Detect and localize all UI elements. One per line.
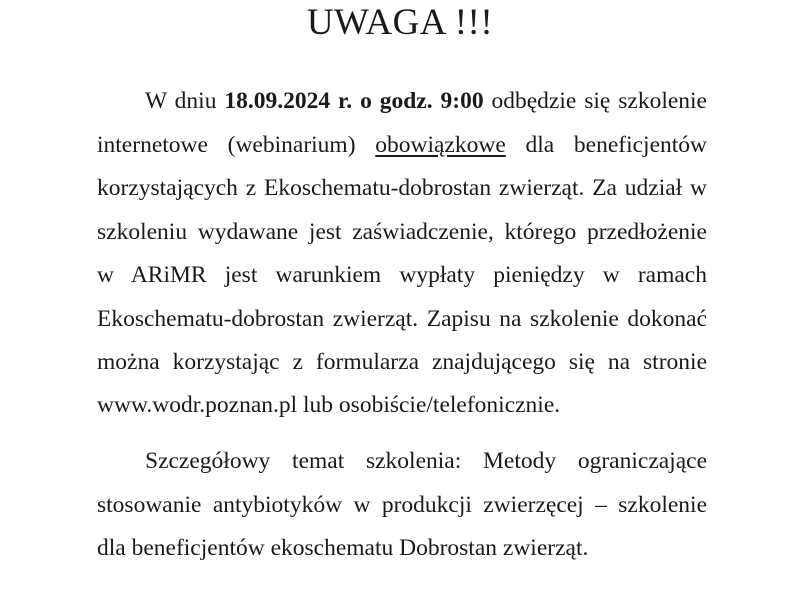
event-announcement-text: odbędzie się szkolenie [483, 88, 707, 114]
paragraph-1-line-5: w ARiMR jest warunkiem wypłaty pieniędzy w ramach [97, 262, 707, 288]
paragraph-1-line-6: Ekoschematu-dobrostan zwierząt. Zapisu na szkolenie dokonać [97, 306, 707, 332]
paragraph-1-line-4: szkoleniu wydawane jest zaświadczenie, którego przedłożenie [97, 219, 707, 245]
mandatory-emphasis: obowiązkowe [375, 132, 506, 158]
paragraph-2-line-2: stosowanie antybiotyków w produkcji zwierzęcej – szkolenie [97, 492, 707, 518]
event-date-time: 18.09.2024 r. o godz. 9:00 [224, 88, 484, 114]
paragraph-1-line-8: www.wodr.poznan.pl lub osobiście/telefonicznie. [97, 392, 561, 418]
paragraph-1-line-1 [145, 86, 707, 116]
paragraph-2-line-3: dla beneficjentów ekoschematu Dobrostan zwierząt. [97, 535, 589, 561]
beneficiaries-text: dla beneficjentów [505, 132, 707, 158]
date-intro-text: W dniu [145, 88, 225, 114]
paragraph-1-line-7: można korzystając z formularza znajdującego się na stronie [97, 349, 707, 375]
webinar-type-text: internetowe (webinarium) [97, 132, 376, 158]
notice-title: UWAGA !!! [306, 2, 494, 43]
paragraph-1-line-3: korzystających z Ekoschematu-dobrostan zwierząt. Za udział w [97, 175, 707, 201]
paragraph-1-line-2 [97, 130, 707, 160]
paragraph-2-line-1: Szczegółowy temat szkolenia: Metody ograniczające [145, 448, 707, 474]
